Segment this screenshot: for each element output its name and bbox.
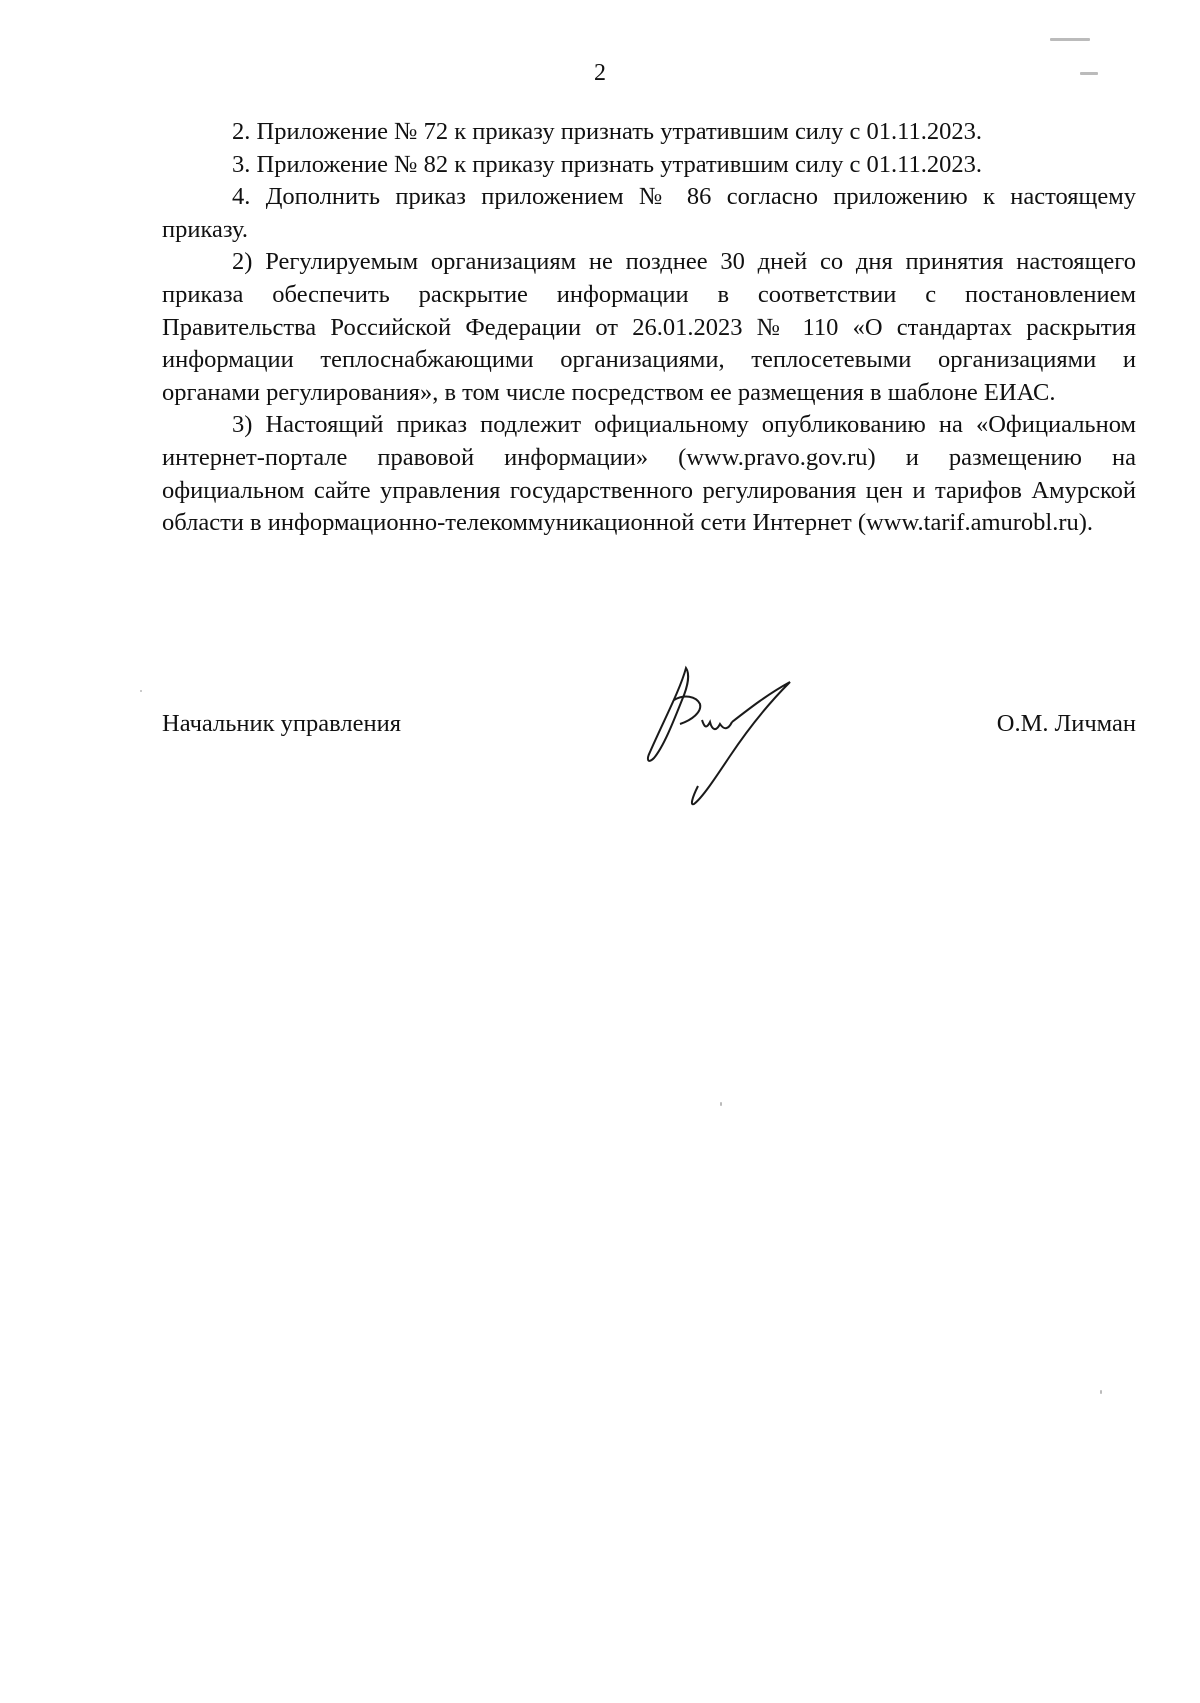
scan-noise: [1050, 38, 1090, 41]
scan-noise: [1080, 72, 1098, 75]
scan-noise: [1100, 1390, 1102, 1394]
paragraph-item-4: 4. Дополнить приказ приложением № 86 согласно приложению к настоящему приказу.: [162, 183, 1136, 243]
paragraph-item-3: 3. Приложение № 82 к приказу признать утратившим силу с 01.11.2023.: [232, 150, 982, 178]
scan-noise: [140, 690, 142, 692]
paragraph-disclosure: 2) Регулируемым организациям не позднее 30 дней со дня принятия настоящего приказа обеспечить раскрытие информации в соответствии с постановлением Правительства Российской Федерации от 26.01.2023 № 110 «О стандартах раскрытия информации теплоснабжающими организациями, теплосетевыми организациями и органами регулирования», в том числе посредством ее размещения в шаблоне ЕИАС.: [162, 248, 1136, 406]
signatory-name: О.М. Личман: [996, 710, 1136, 737]
document-body: [162, 116, 1136, 540]
paragraph-publication: 3) Настоящий приказ подлежит официальному опубликованию на «Официальном интернет-портале правовой информации» (www.pravo.gov.ru) и размещению на официальном сайте управления государственного регулирования цен и тарифов Амурской области в информационно-телекоммуникационной сети Интернет (www.tarif.amurobl.ru).: [162, 411, 1136, 537]
page-number: 2: [594, 60, 606, 86]
scan-noise: [720, 1102, 722, 1106]
paragraph-item-2: 2. Приложение № 72 к приказу признать утратившим силу с 01.11.2023.: [232, 118, 982, 145]
handwritten-signature: [640, 660, 820, 810]
signatory-title: Начальник управления: [162, 710, 401, 737]
